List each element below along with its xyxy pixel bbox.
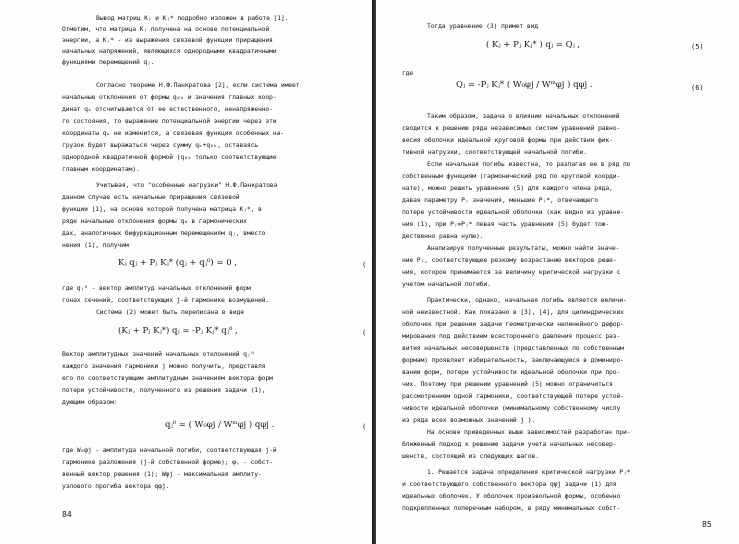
text-line: Учитывая, что "особенные нагрузки" Н.Ф.Панкратова	[96, 181, 278, 189]
equation-3: (Kⱼ + Pⱼ Kⱼ*) qⱼ = -Pⱼ Kⱼ* qⱼ⁰ ,	[118, 326, 238, 336]
text-line: Практически, однако, начальная погибь является величи-	[427, 296, 627, 304]
text-line: вития начальных несовершенств (представленных по собственным	[402, 344, 624, 352]
text-line: данном случае есть начальные приращения связевой	[62, 193, 240, 201]
equation-6: Qⱼ = -Pⱼ Kⱼ* ( W₀φj / Wᵐφj ) qφj .	[456, 80, 593, 90]
text-line: мирования под действием всестороннего давления процесс раз-	[402, 332, 621, 340]
text-line: Тогда уравнение (3) примет вид	[427, 22, 538, 30]
text-line: давая параметру Pⱼ значения, меньшие Pⱼ*, отвечающего	[402, 196, 598, 204]
text-line: ной неизвестной. Как показано в [3], [4], для цилиндрических	[402, 308, 624, 316]
equation-number: (	[362, 261, 367, 269]
equation-number: (5)	[691, 43, 704, 51]
text-line: Согласно теореме Н.Ф.Панкратова [2], если система имеет	[96, 81, 300, 89]
text-line: дах, аналогичных бифуркационным перемещениям qⱼ, вместо	[62, 229, 266, 237]
text-line: грузок будет выражаться через сумму qₖ+q₀ₖ, оставаясь	[62, 141, 258, 149]
page-number: 84	[62, 510, 72, 519]
text-line: функциями перемещений qⱼ.	[62, 58, 155, 66]
text-line: координаты qₖ не изменится, а связевая функция особенных на-	[62, 129, 284, 137]
text-line: потере устойчивости идеальной оболочки (как видно из уравне-	[402, 208, 624, 216]
text-line: Если начальная погибь известна, то разлагая ее в ряд по	[427, 160, 631, 168]
text-line: Анализируя полученные результаты, можно найти значе-	[427, 244, 620, 252]
text-line: шенств, состоящий из следующих шагов.	[402, 452, 539, 460]
text-line: тивной нагрузки, соответствующей начальной погиби.	[402, 148, 587, 156]
text-line: из ряда всех возможных значений j ).	[402, 416, 536, 424]
text-line: динат qₖ отсчитываются от ее естественного, ненапряженно-	[62, 105, 273, 113]
text-line: Таким образом, задача о влиянии начальных отклонений	[427, 112, 620, 120]
text-line: энергии, а Kⱼ* - из выражения связевой функции приращения	[62, 36, 273, 44]
text-line: начальных напряжений, являющихся однородными квадратичными	[62, 47, 277, 55]
text-line: весия оболочки идеальной круговой формы при действии фик-	[402, 136, 613, 144]
equation-number: (	[362, 329, 367, 337]
text-line: дественно равна нулю).	[402, 232, 484, 240]
text-line: где	[402, 69, 414, 77]
text-line: ближенный подход к решению задачи учета начальных несовер-	[402, 440, 617, 448]
text-line: собственным функциям (гармонический ряд по круговой коорди-	[402, 172, 621, 180]
equation-5: ( Kⱼ + Pⱼ Kⱼ* ) qⱼ = Qⱼ ,	[486, 40, 581, 50]
equation-number: (6)	[691, 84, 704, 92]
equation-number: (	[362, 423, 367, 431]
text-line: где W₀φj - амплитуда начальной погиби, соответствующая j-й	[62, 446, 277, 454]
text-line: учетом начальной погиби.	[402, 280, 491, 288]
text-line: ния, которое принимается за величину критической нагрузки с	[402, 268, 621, 276]
text-line: венный вектор решения (1); Wφj - максимальная амплиту-	[62, 470, 262, 478]
text-line: сводится к решению ряда независимых систем уравнений равно-	[402, 124, 621, 132]
text-line: ния (1), при Pⱼ=Pⱼ* левая часть уравнения (5) будет тож-	[402, 220, 610, 228]
text-line: нате), можно решить уравнение (5) для каждого члена ряда,	[402, 184, 613, 192]
text-line: узлового прогиба вектора qφj.	[62, 482, 170, 490]
text-line: его по соответствующим амплитудным значениям вектора форм	[62, 374, 273, 382]
text-line: однородной квадратичной формой (q₀ₖ только соответствующие	[62, 153, 277, 161]
text-line: главным координатам).	[62, 165, 140, 173]
text-line: вании форм, потери устойчивости идеальной оболочки при про-	[402, 368, 621, 376]
equation-2: Kⱼ qⱼ + Pⱼ Kⱼ* (qⱼ + qⱼ⁰) = 0 ,	[118, 258, 237, 268]
text-line: рассмотрением одной гармоники, соответствующей потере устой-	[402, 392, 624, 400]
text-line: го состояния, то выражение потенциальной энергии через эти	[62, 117, 277, 125]
text-line: функции [1], на основе которой получена матрица Kⱼ*, в	[62, 205, 262, 213]
text-line: гонах сечений, соответствующих j-й гармонике возмущений.	[62, 296, 270, 304]
text-line: На основе приведенных выше зависимостей разработан при-	[427, 428, 631, 436]
text-line: Вектор амплитудных значений начальных отклонений qⱼ⁰	[62, 350, 255, 358]
equation-4: qⱼ⁰ = ( W₀φj / Wᵐφj ) qφj .	[165, 420, 275, 430]
right-page	[376, 0, 739, 544]
page-number: 85	[702, 520, 712, 529]
text-line: и соответствующего собственного вектора qφj задачи (1) для	[402, 480, 617, 488]
text-line: гармонике разложения (j-й собственной форме); φⱼ - собст-	[62, 458, 273, 466]
text-line: 1. Решается задача определения критической нагрузки Pⱼ*	[427, 468, 631, 476]
text-line: чивости идеальной оболочки (минимальному собственному числу	[402, 404, 621, 412]
text-line: Система (2) может быть переписана в виде	[96, 308, 244, 316]
text-line: потери устойчивости, полученного из решения задачи (1),	[62, 386, 266, 394]
text-line: оболочек при решении задачи геометрически нелинейного дефор-	[402, 320, 624, 328]
text-line: нения (1), получим	[62, 241, 129, 249]
text-line: Отметим, что матрица Kⱼ получена на основе потенциальной	[62, 25, 270, 33]
text-line: дующим образом:	[62, 398, 118, 406]
text-line: формам) проявляет избирательность, заключающуюся в доминиро-	[402, 356, 624, 364]
text-line: Вывод матриц Kⱼ и Kⱼ* подробно изложен в работе [1].	[96, 14, 289, 22]
text-line: идеальных оболочек. У оболочек произвольной формы, особенно	[402, 492, 621, 500]
text-line: чих. Поэтому при решении уравнений (5) можно ограничиться	[402, 380, 613, 388]
text-line: каждого значения гармоники j можно получить, представля	[62, 362, 266, 370]
text-line: начальные отклонения от формы q₀ₖ и значения главных коор-	[62, 93, 277, 101]
text-line: где qⱼ⁰ - вектор амплитуд начальных отклонений форм	[62, 284, 251, 292]
text-line: подкрепленных поперечным набором, в ряду минимальных собст-	[402, 504, 621, 512]
text-line: ние Pⱼ, соответствующее резкому возрастанию векторов реше-	[402, 256, 617, 264]
text-line: ряде начальные отклонения формы q₀ в гармонических	[62, 217, 247, 225]
